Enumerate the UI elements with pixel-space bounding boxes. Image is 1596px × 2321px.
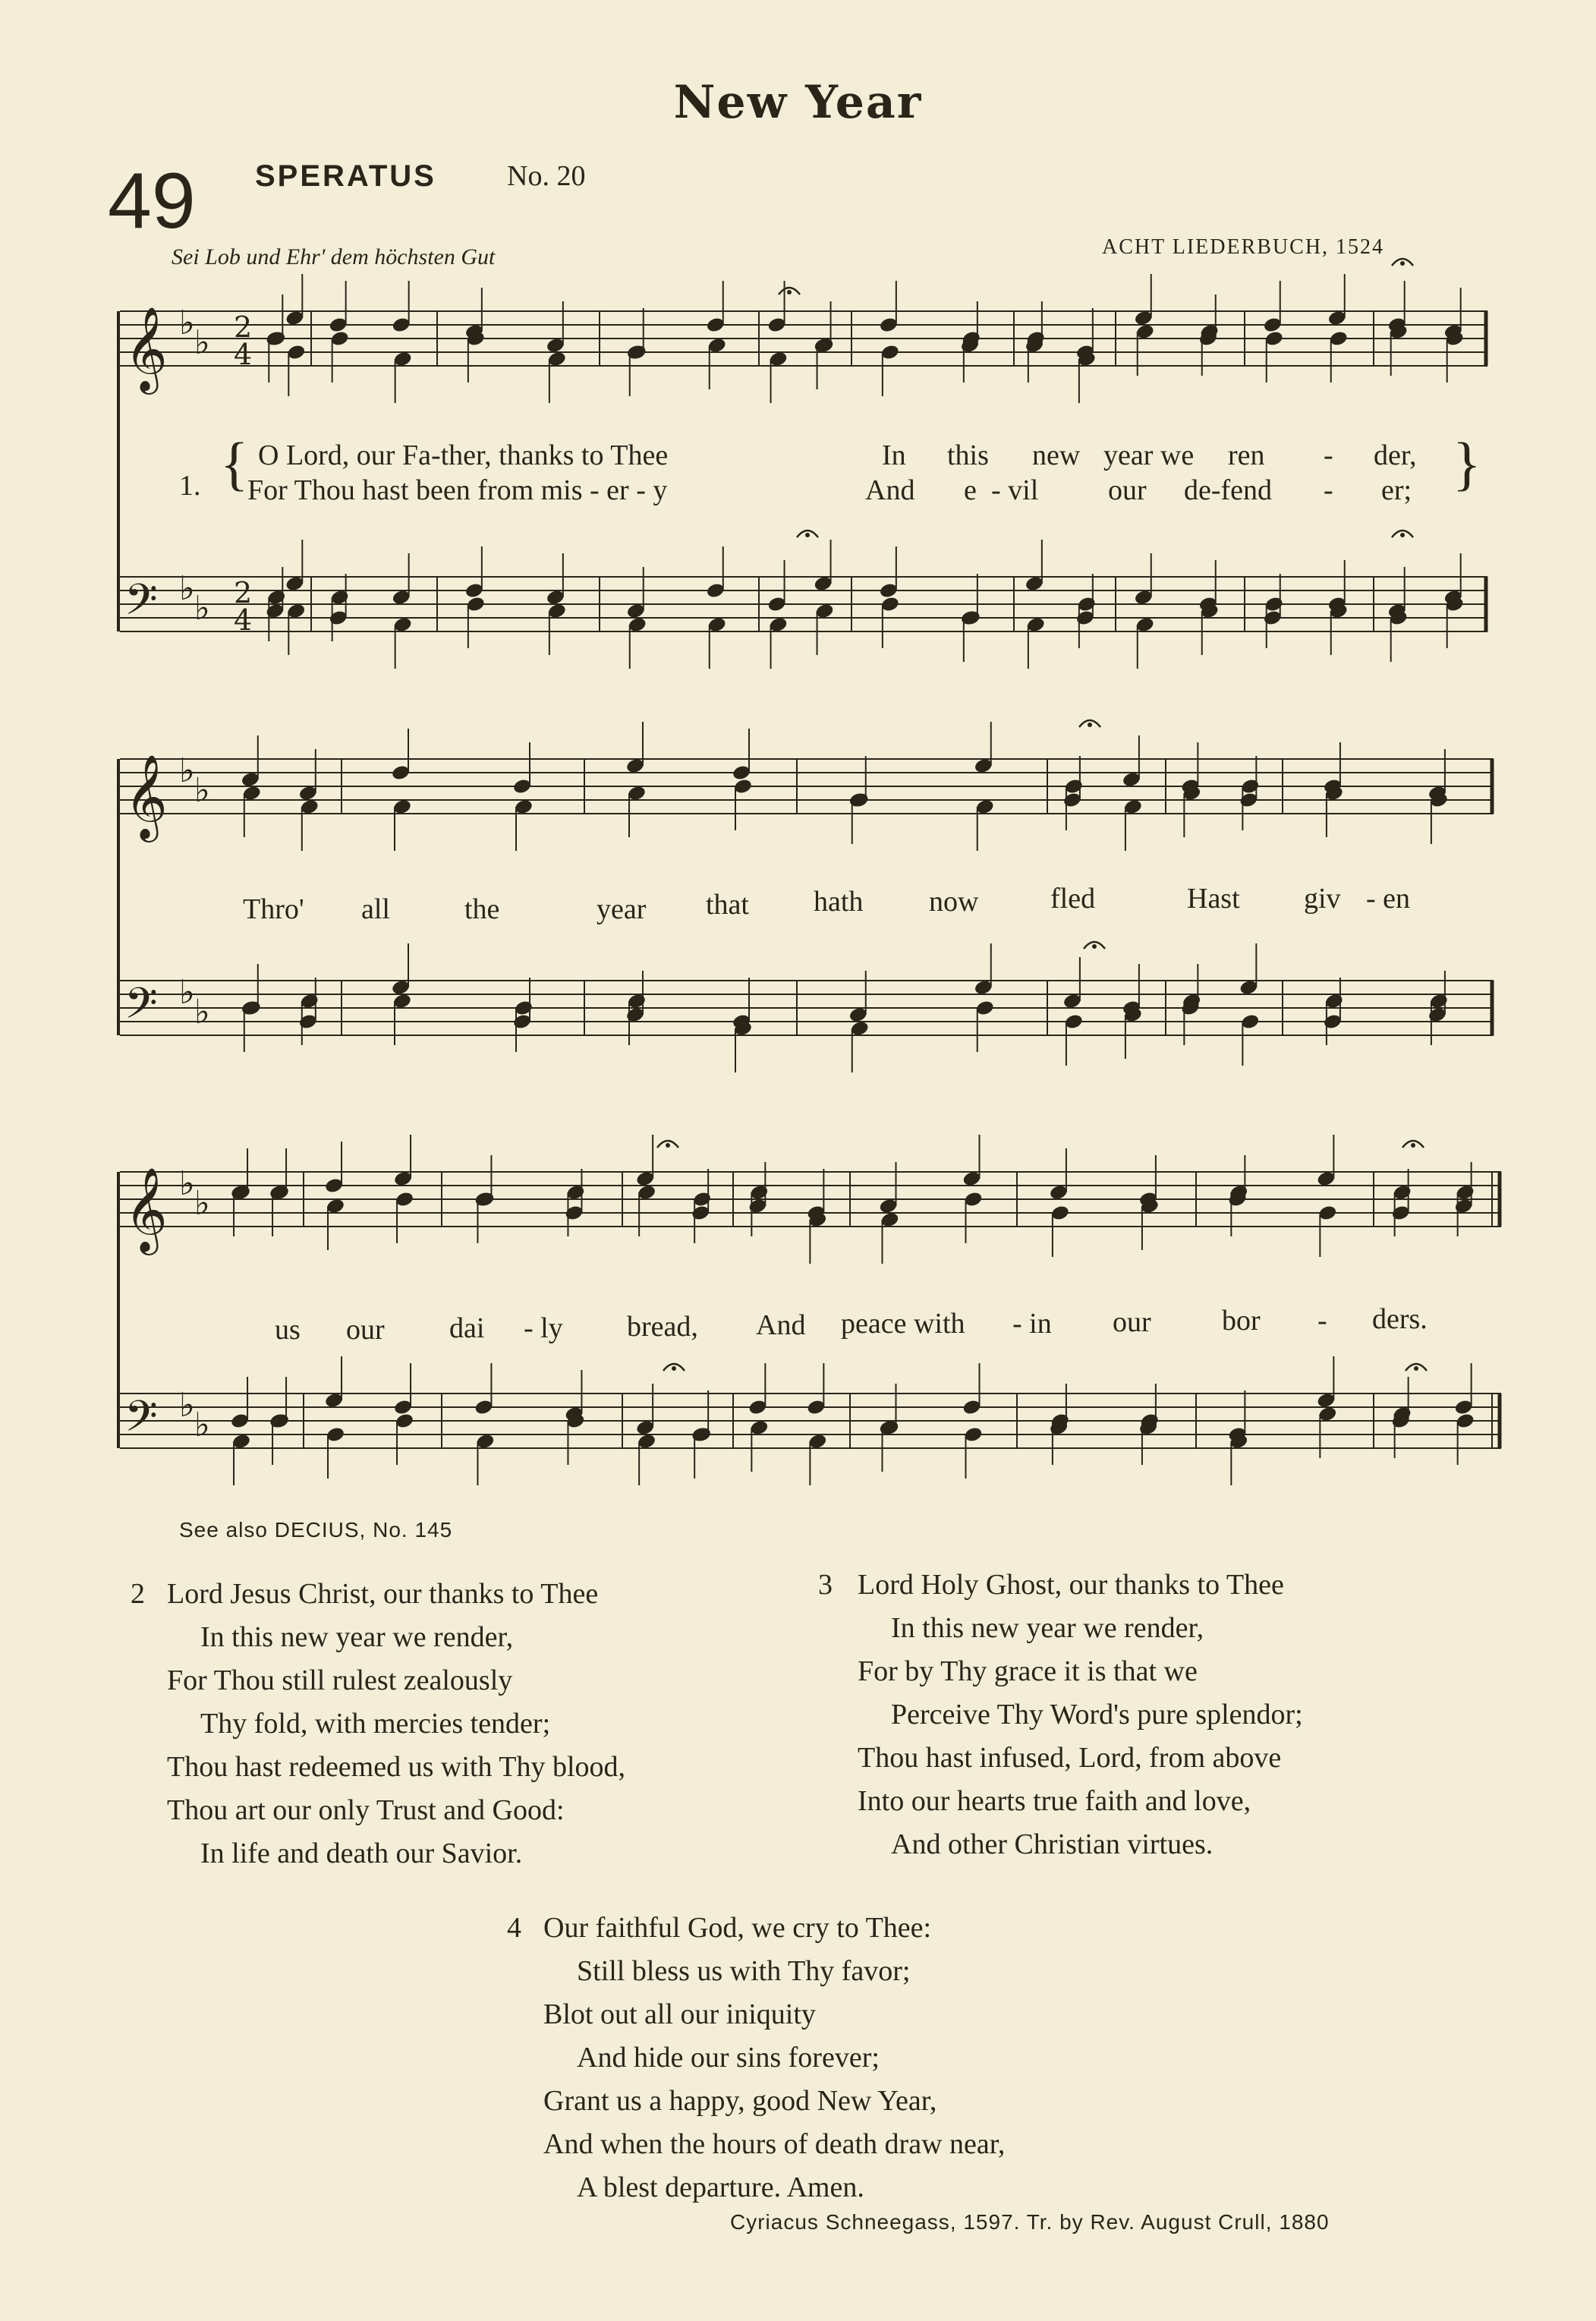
verse-line: And when the hours of death draw near, (543, 2128, 1006, 2160)
lyric-s2-6: now (929, 886, 979, 918)
verse-line: And other Christian virtues. (891, 1828, 1214, 1860)
bass-clef-icon: 𝄢 (124, 575, 158, 635)
fermata-dot (1088, 723, 1092, 727)
lyric-s1l1-2: this (947, 439, 989, 471)
verse-line: Perceive Thy Word's pure splendor; (891, 1699, 1303, 1731)
flat-icon: ♭ (194, 1184, 210, 1223)
flat-icon: ♭ (179, 569, 195, 608)
lyric-s2-8: Hast (1187, 883, 1240, 915)
verse-line: And hide our sins forever; (577, 2042, 880, 2074)
fermata-dot (1414, 1366, 1418, 1371)
lyric-s1l1-3: new (1032, 439, 1081, 471)
lyric-s1l2-2: e (964, 474, 977, 506)
lyric-s2-5: hath (814, 886, 864, 918)
treble-clef-icon: 𝄞 (124, 754, 168, 839)
lyric-s2-10: - en (1366, 883, 1411, 915)
verse-line: In this new year we render, (200, 1621, 514, 1653)
time-signature: 4 (234, 603, 253, 637)
fermata-dot (1400, 533, 1405, 537)
lyric-s3-11: ders. (1372, 1303, 1428, 1335)
lyric-s1l1-6: - (1324, 439, 1333, 471)
flat-icon: ♭ (179, 751, 195, 790)
lyric-s2-0: Thro' (243, 893, 304, 925)
flat-icon: ♭ (194, 589, 210, 628)
lyric-brace-right: } (1453, 430, 1481, 496)
bass-clef-icon: 𝄢 (124, 979, 158, 1039)
verse-line: Blot out all our iniquity (543, 1998, 816, 2030)
fermata-dot (1092, 944, 1097, 949)
flat-icon: ♭ (179, 304, 195, 342)
lyric-s3-6: peace with (841, 1308, 965, 1340)
verse-line: Thou art our only Trust and Good: (167, 1794, 565, 1826)
lyric-s1l1-1: In (882, 439, 906, 471)
verse-line: Thou hast infused, Lord, from above (858, 1742, 1282, 1774)
verse-line: Lord Jesus Christ, our thanks to Thee (167, 1578, 599, 1610)
fermata-dot (1411, 1143, 1415, 1148)
lyric-s1l1-7: der, (1374, 439, 1417, 471)
lyric-s3-0: us (275, 1314, 301, 1346)
lyric-s1l2-7: er; (1381, 474, 1412, 506)
see-also-note: See also DECIUS, No. 145 (179, 1518, 453, 1542)
lyric-s1l1-0: O Lord, our Fa-ther, thanks to Thee (258, 439, 669, 471)
fermata-dot (1400, 261, 1405, 266)
verse-3 (818, 1564, 1303, 1866)
verse-line: In this new year we render, (891, 1612, 1204, 1644)
fermata-dot (666, 1143, 670, 1148)
verse-number: 4 (507, 1912, 521, 1944)
lyric-s3-5: And (756, 1309, 806, 1341)
lyric-s1l2-3: - vil (991, 474, 1039, 506)
lyric-s2-7: fled (1050, 883, 1096, 915)
verse-line: Thy fold, with mercies tender; (200, 1708, 551, 1740)
verse-line: Lord Holy Ghost, our thanks to Thee (858, 1569, 1284, 1601)
flat-icon: ♭ (194, 1406, 210, 1444)
lyric-s3-1: our (346, 1314, 385, 1346)
flat-icon: ♭ (194, 993, 210, 1031)
time-signature: 2 (234, 310, 253, 344)
verse-line: A blest departure. Amen. (577, 2171, 864, 2203)
german-incipit: Sei Lob und Ehr' dem höchsten Gut (172, 244, 496, 269)
verse-line: Grant us a happy, good New Year, (543, 2085, 937, 2117)
verse-number: 3 (818, 1569, 833, 1601)
verse-line: Thou hast redeemed us with Thy blood, (167, 1751, 626, 1783)
verse-line: Into our hearts true faith and love, (858, 1785, 1251, 1817)
verse-4 (507, 1907, 1005, 2209)
verse-line: Still bless us with Thy favor; (577, 1955, 911, 1987)
time-signature: 4 (234, 338, 253, 371)
lyric-s2-4: that (706, 889, 749, 921)
lyric-s2-2: the (464, 893, 500, 925)
attribution: Cyriacus Schneegass, 1597. Tr. by Rev. August Crull, 1880 (730, 2210, 1330, 2234)
fermata-dot (672, 1366, 676, 1371)
lyric-s3-10: - (1317, 1305, 1327, 1337)
lyric-s1l2-0: For Thou hast been from mis - er - y (247, 474, 668, 506)
fermata-dot (787, 290, 792, 294)
flat-icon: ♭ (194, 771, 210, 810)
lyric-s1l2-5: de-fend (1184, 474, 1273, 506)
lyric-brace-left: { (220, 430, 249, 496)
lyric-s3-2: dai (449, 1312, 485, 1344)
lyric-s2-1: all (361, 893, 390, 925)
page-title: New Year (673, 76, 923, 129)
lyric-s2-9: giv (1304, 883, 1341, 915)
flat-icon: ♭ (179, 973, 195, 1012)
hymn-number: 49 (108, 157, 196, 245)
verse-line: Our faithful God, we cry to Thee: (543, 1912, 932, 1944)
treble-clef-icon: 𝄞 (124, 1167, 168, 1252)
lyric-s3-7: - in (1012, 1308, 1052, 1340)
verse-number-1: 1. (179, 470, 201, 502)
flat-icon: ♭ (179, 1386, 195, 1425)
lyric-s3-3: - ly (524, 1312, 563, 1344)
lyric-s3-9: bor (1222, 1305, 1261, 1337)
treble-clef-icon: 𝄞 (124, 306, 168, 391)
verse-number: 2 (131, 1578, 145, 1610)
lyric-s3-8: our (1113, 1306, 1151, 1338)
verse-line: For Thou still rulest zealously (167, 1664, 513, 1696)
fermata-dot (805, 533, 810, 537)
lyric-s3-4: bread, (627, 1311, 698, 1343)
verse-line: In life and death our Savior. (200, 1838, 523, 1869)
lyric-s1l1-4: year we (1103, 439, 1195, 471)
lyric-s1l2-6: - (1324, 474, 1333, 506)
tune-number: No. 20 (507, 160, 586, 192)
lyric-s2-3: year (597, 893, 647, 925)
flat-icon: ♭ (194, 323, 210, 362)
verse-2 (131, 1573, 625, 1875)
music-source: ACHT LIEDERBUCH, 1524 (1102, 235, 1385, 259)
lyric-s1l2-1: And (865, 474, 915, 506)
lyric-s1l2-4: our (1108, 474, 1147, 506)
lyric-s1l1-5: ren (1228, 439, 1265, 471)
verse-line: For by Thy grace it is that we (858, 1655, 1198, 1687)
flat-icon: ♭ (179, 1164, 195, 1203)
time-signature: 2 (234, 576, 253, 609)
bass-clef-icon: 𝄢 (124, 1392, 158, 1452)
tune-name: SPERATUS (255, 159, 436, 193)
